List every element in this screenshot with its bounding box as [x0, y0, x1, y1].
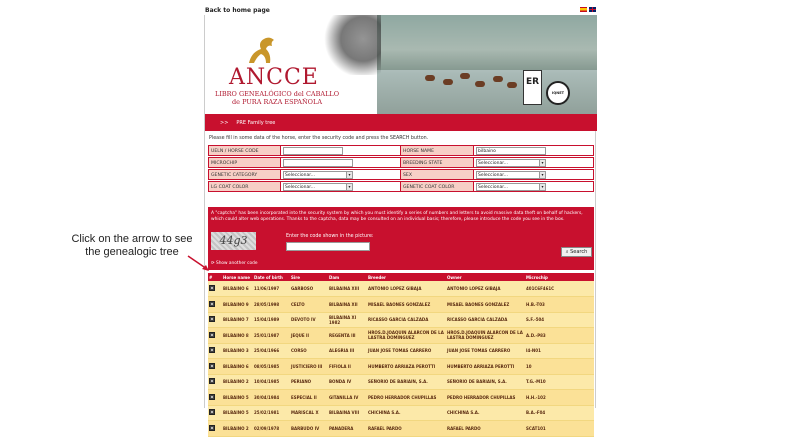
form-row [208, 181, 594, 193]
dob-cell: 25/01/1987 [253, 328, 290, 344]
horse-figure [493, 76, 503, 82]
owner-cell: MISAEL BAONES GONZALEZ [446, 297, 525, 313]
refresh-icon: ⟳ [211, 261, 216, 266]
breeder-cell: JUAN JOSE TOMAS CARRERO [367, 343, 446, 359]
form-row [208, 169, 594, 181]
horse-name-cell: BILBAINO 8 [222, 328, 253, 344]
horse-name-cell: BILBAINO 2 [222, 374, 253, 390]
horse-name-cell [474, 145, 594, 156]
breadcrumb-arrows: >> [220, 120, 229, 126]
horse-search-form [208, 145, 594, 193]
dob-cell: 11/06/1997 [253, 281, 290, 297]
ancce-logo-title: ANCCE [229, 65, 319, 90]
sire-cell: JUSTICIERO III [290, 359, 328, 375]
sire-cell: GARBOSO [290, 281, 328, 297]
dam-cell: BILBAINA VIII [328, 405, 367, 421]
col-header-breeder: Breeder [367, 273, 446, 281]
breeder-cell: RAFAEL PARDO [367, 421, 446, 437]
owner-cell: PEDRO HERRADOR CHUPILLAS [446, 390, 525, 406]
chevron-down-icon[interactable]: ▾ [539, 160, 545, 166]
owner-cell: JUAN JOSE TOMAS CARRERO [446, 343, 525, 359]
lg-coat-color-value: Seleccionar... [285, 185, 315, 190]
dam-cell: BILBAINA XII [328, 297, 367, 313]
horse-name-cell: BILBAINO 5 [222, 405, 253, 421]
table-row[interactable] [208, 281, 594, 297]
dam-cell: BONDA IV [328, 374, 367, 390]
family-tree-arrow-icon[interactable] [209, 363, 215, 369]
family-tree-arrow-icon[interactable] [209, 301, 215, 307]
genetic-category-label: GENETIC CATEGORY [208, 169, 281, 180]
uk-flag-icon[interactable] [589, 7, 596, 12]
table-row[interactable] [208, 312, 594, 328]
tree-cell [208, 390, 222, 406]
family-tree-arrow-icon[interactable] [209, 394, 215, 400]
breeding-state-cell [474, 157, 594, 168]
horse-name-cell: BILBAINO 7 [222, 312, 253, 328]
microchip-input[interactable] [283, 159, 353, 167]
sire-cell: DEVOTO IV [290, 312, 328, 328]
sire-cell: PERIANO [290, 374, 328, 390]
table-row[interactable] [208, 390, 594, 406]
horse-name-cell: BILBAINO 9 [222, 297, 253, 313]
owner-cell: RAFAEL PARDO [446, 421, 525, 437]
dam-cell: REGENTA III [328, 328, 367, 344]
dob-cell: 10/04/1985 [253, 374, 290, 390]
microchip-label: MICROCHIP [208, 157, 281, 168]
breadcrumb [205, 114, 597, 131]
tree-cell [208, 359, 222, 375]
horse-name-input[interactable]: bilbaino [476, 147, 546, 155]
microchip-cell: 10 [525, 359, 594, 375]
show-another-code-link[interactable] [211, 261, 257, 266]
genetic-coat-color-select[interactable] [476, 183, 546, 191]
col-header-dob: Date of birth [253, 273, 290, 281]
horse-figure [425, 75, 435, 81]
dam-cell: GITANILLA IV [328, 390, 367, 406]
language-selector [580, 7, 596, 12]
col-header-sire: Sire [290, 273, 328, 281]
sex-label: SEX [401, 169, 474, 180]
genetic-category-value: Seleccionar... [285, 173, 315, 178]
col-header-horse-name: Horse name [222, 273, 253, 281]
lg-coat-color-label: LG COAT COLOR [208, 181, 281, 192]
es-flag-icon[interactable] [580, 7, 587, 12]
dob-cell: 25/04/1966 [253, 343, 290, 359]
owner-cell: ANTONIO LOPEZ GIBAJA [446, 281, 525, 297]
table-row[interactable] [208, 328, 594, 344]
table-row[interactable] [208, 343, 594, 359]
ancce-horse-logo-icon [245, 33, 279, 67]
breeding-state-label: BREEDING STATE [401, 157, 474, 168]
microchip-cell: H.B.-T03 [525, 297, 594, 313]
ueln-cell [281, 145, 401, 156]
breeder-cell: PEDRO HERRADOR CHUPILLAS [367, 390, 446, 406]
chevron-down-icon[interactable]: ▾ [539, 172, 545, 178]
sire-cell: BARBUDO IV [290, 421, 328, 437]
microchip-cell: A.D.-P83 [525, 328, 594, 344]
genetic-coat-color-label: GENETIC COAT COLOR [401, 181, 474, 192]
horse-name-cell: BILBAINO 5 [222, 390, 253, 406]
annotation-arrow-icon [187, 255, 211, 273]
horse-name-label: HORSE NAME [401, 145, 474, 156]
table-row[interactable] [208, 297, 594, 313]
back-to-home-link[interactable]: Back to home page [205, 7, 270, 14]
search-button[interactable] [561, 247, 592, 257]
tree-cell [208, 312, 222, 328]
results-table [208, 273, 594, 437]
dam-cell: BILBAINA XIII [328, 281, 367, 297]
sex-value: Seleccionar... [478, 173, 508, 178]
dob-cell: 08/05/1985 [253, 359, 290, 375]
microchip-cell: T.G.-M10 [525, 374, 594, 390]
genetic-category-cell [281, 169, 401, 180]
breeder-cell: ANTONIO LOPEZ GIBAJA [367, 281, 446, 297]
microchip-cell: H.H.-102 [525, 390, 594, 406]
breadcrumb-label: PRE Family tree [236, 120, 276, 126]
table-row[interactable] [208, 405, 594, 421]
horse-name-cell: BILBAINO 6 [222, 281, 253, 297]
sire-cell: MARISCAL X [290, 405, 328, 421]
genetic-category-select[interactable] [283, 171, 353, 179]
table-row[interactable] [208, 421, 594, 437]
family-tree-arrow-icon[interactable] [209, 347, 215, 353]
chevron-down-icon[interactable]: ▾ [346, 184, 352, 190]
microchip-cell: I4-N01 [525, 343, 594, 359]
horse-name-cell: BILBAINO 2 [222, 421, 253, 437]
header-banner [205, 15, 597, 114]
owner-cell: HROS.D.JOAQUIN ALARCON DE LA LASTRA DOMINGUEZ [446, 328, 525, 344]
family-tree-arrow-icon[interactable] [209, 425, 215, 431]
owner-cell: CHICHINA S.A. [446, 405, 525, 421]
tree-cell [208, 421, 222, 437]
col-header-dam: Dam [328, 273, 367, 281]
family-tree-arrow-icon[interactable] [209, 409, 215, 415]
search-button-label: Search [570, 249, 588, 255]
chevron-down-icon[interactable]: ▾ [346, 172, 352, 178]
page-container [204, 15, 596, 431]
dob-cell: 02/09/1978 [253, 421, 290, 437]
dam-cell: PANADERA [328, 421, 367, 437]
captcha-section [208, 207, 594, 270]
ueln-label: UELN / HORSE CODE [208, 145, 281, 156]
captcha-image: 44g3 [211, 232, 256, 250]
tree-cell [208, 297, 222, 313]
sex-select[interactable] [476, 171, 546, 179]
dob-cell: 15/04/1989 [253, 312, 290, 328]
dob-cell: 30/04/1984 [253, 390, 290, 406]
breeder-cell: HUMBERTO ARRIAZA PEROTTI [367, 359, 446, 375]
breeder-cell: MISAEL BAONES GONZALEZ [367, 297, 446, 313]
microchip-cell: S.F.-504 [525, 312, 594, 328]
lg-coat-color-cell [281, 181, 401, 192]
search-icon: ⌕ [565, 249, 571, 255]
ueln-input[interactable] [283, 147, 343, 155]
col-header-microchip: Microchip [525, 273, 594, 281]
col-header-tree: # [208, 273, 222, 281]
search-instructions: Please fill in some data of the horse, enter the security code and press the SEARCH button. [209, 136, 429, 141]
dob-cell: 28/05/1998 [253, 297, 290, 313]
dam-cell: ALEGRIA III [328, 343, 367, 359]
dam-cell: BILBAINA XI 1982 [328, 312, 367, 328]
horse-figure [443, 79, 453, 85]
horse-name-cell: BILBAINO 3 [222, 343, 253, 359]
breeder-cell: SEÑORIO DE BARIAIN, S.A. [367, 374, 446, 390]
family-tree-arrow-icon[interactable] [209, 378, 215, 384]
table-row[interactable] [208, 374, 594, 390]
tree-cell [208, 374, 222, 390]
owner-cell: RICASSO GARCIA CALZADA [446, 312, 525, 328]
tree-cell [208, 281, 222, 297]
microchip-cell: 401C6F461C [525, 281, 594, 297]
horse-figure [475, 81, 485, 87]
breeding-state-select[interactable] [476, 159, 546, 167]
tree-cell [208, 405, 222, 421]
dam-cell: FIFIOLA II [328, 359, 367, 375]
microchip-cell [281, 157, 401, 168]
sire-cell: ESPECIAL II [290, 390, 328, 406]
owner-cell: HUMBERTO ARRIAZA PEROTTI [446, 359, 525, 375]
genetic-coat-color-cell [474, 181, 594, 192]
er-badge-text: ER [525, 77, 540, 87]
microchip-cell: B.A.-F04 [525, 405, 594, 421]
horse-figure [507, 82, 517, 88]
iqnet-badge: IQNET [546, 81, 570, 105]
sex-cell [474, 169, 594, 180]
table-row[interactable] [208, 359, 594, 375]
horse-name-cell: BILBAINO 6 [222, 359, 253, 375]
sire-cell: CELTO [290, 297, 328, 313]
form-row [208, 145, 594, 157]
tutorial-annotation: Click on the arrow to see the genealogic tree [71, 233, 193, 258]
breeding-state-value: Seleccionar... [478, 161, 508, 166]
table-header-row [208, 273, 594, 281]
sire-cell: JEQUE II [290, 328, 328, 344]
horse-head-illustration [321, 15, 381, 75]
show-another-code-label: Show another code [215, 261, 258, 266]
captcha-input[interactable] [286, 242, 370, 251]
sire-cell: CORSO [290, 343, 328, 359]
ancce-logo-subtitle-2: de PURA RAZA ESPAÑOLA [232, 98, 323, 106]
tree-cell [208, 328, 222, 344]
family-tree-arrow-icon[interactable] [209, 332, 215, 338]
dob-cell: 25/02/1981 [253, 405, 290, 421]
tree-cell [208, 343, 222, 359]
owner-cell: SEÑORIO DE BARIAIN, S.A. [446, 374, 525, 390]
lg-coat-color-select[interactable] [283, 183, 353, 191]
ancce-logo-subtitle: LIBRO GENEALÓGICO del CABALLO [215, 90, 340, 98]
microchip-cell: SCAT101 [525, 421, 594, 437]
genetic-coat-color-value: Seleccionar... [478, 185, 508, 190]
form-row [208, 157, 594, 169]
chevron-down-icon[interactable]: ▾ [539, 184, 545, 190]
family-tree-arrow-icon[interactable] [209, 316, 215, 322]
breeder-cell: HROS.D.JOAQUIN ALARCON DE LA LASTRA DOMINGUEZ [367, 328, 446, 344]
family-tree-arrow-icon[interactable] [209, 285, 215, 291]
aenor-certification-badge [523, 70, 542, 105]
breeder-cell: CHICHINA S.A. [367, 405, 446, 421]
horse-figure [460, 73, 470, 79]
breeder-cell: RICASSO GARCIA CALZADA [367, 312, 446, 328]
captcha-explanation: A "captcha" has been incorporated into the security system by which you must identify a series of numbers and letters to avoid massive data theft on behalf of hackers, which could alter web operations. Thanks to the captcha, data may be consulted on an individual basis; therefore, please introduce the code you see in the box. [211, 211, 583, 222]
captcha-input-label: Enter the code shown in the picture: [286, 234, 374, 239]
col-header-owner: Owner [446, 273, 525, 281]
